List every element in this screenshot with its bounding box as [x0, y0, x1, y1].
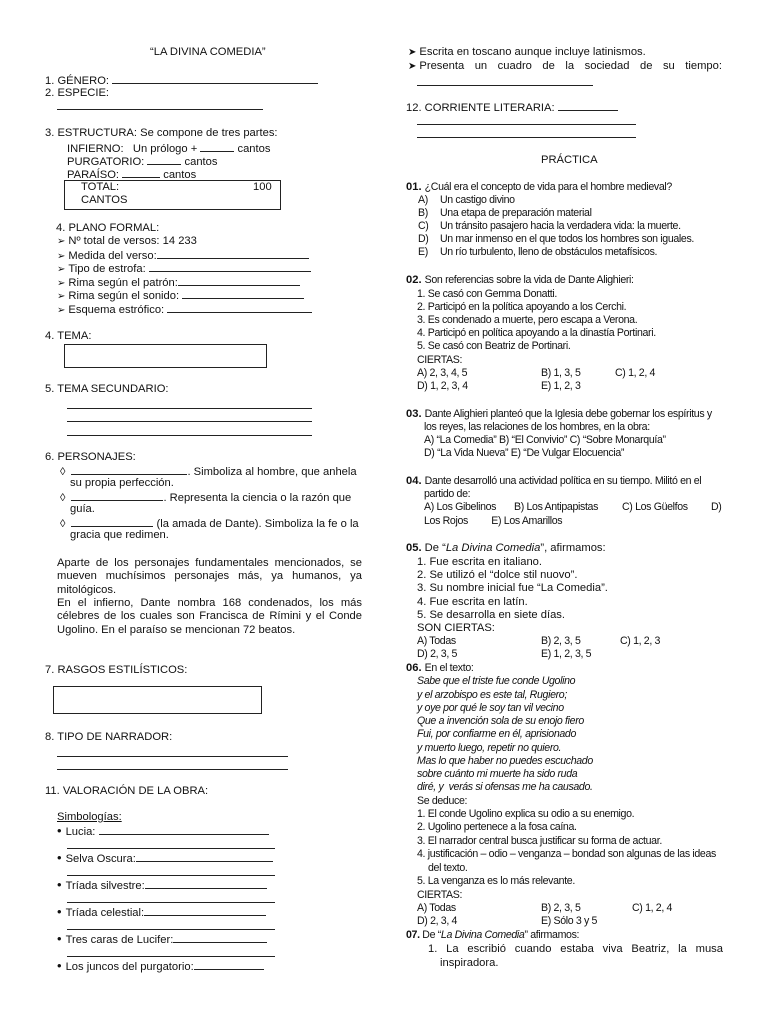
narrador-label: 8. TIPO DE NARRADOR: — [45, 731, 173, 743]
q2-ciertas: CIERTAS: — [417, 354, 463, 366]
infierno-cantos-blank[interactable] — [200, 141, 234, 152]
q1-option-e[interactable]: E) Un río turbulento, lleno de obstáculos metafísicos. — [418, 246, 658, 258]
q6-item-4: 4. justificación – odio – venganza – bondad son algunas de las ideas — [417, 848, 716, 860]
bullet-icon: • — [57, 877, 62, 892]
lucifer-line-2[interactable] — [67, 956, 275, 957]
q2-option-b[interactable]: B) 1, 3, 5 — [541, 367, 581, 379]
q5-question: 05. De “La Divina Comedia”, afirmamos: — [406, 542, 606, 554]
triada-celestial-line-2[interactable] — [67, 929, 275, 930]
personaje-3-line: ◊ (la amada de Dante). Simboliza la fe o la — [60, 518, 359, 530]
q5-option-e[interactable]: E) 1, 2, 3, 5 — [541, 648, 592, 660]
q3-question: 03. Dante Alighieri planteó que la Iglesia debe gobernar los espíritus y — [406, 408, 712, 420]
q6-verse-6: y muerto luego, repetir no quiero. — [417, 742, 562, 754]
symbol-triada-celestial: • Tríada celestial: — [57, 905, 266, 920]
selva-line-2[interactable] — [67, 875, 275, 876]
q4-question: 04. Dante desarrolló una actividad política en su tiempo. Militó en el — [406, 475, 702, 487]
tema-secundario-label: 5. TEMA SECUNDARIO: — [45, 383, 169, 395]
q2-item-5: 5. Se casó con Beatriz de Portinari. — [417, 340, 571, 352]
total-number: 100 — [253, 181, 272, 193]
bullet-icon: • — [57, 958, 62, 973]
arrowhead-bullet-icon: ➤ — [408, 47, 417, 58]
q2-option-d[interactable]: D) 1, 2, 3, 4 — [417, 380, 468, 392]
q1-option-d[interactable]: D) Un mar inmenso en el que todos los hombres son iguales. — [418, 233, 694, 245]
purgatorio-row: PURGATORIO: cantos — [67, 156, 218, 168]
triada-silvestre-blank[interactable] — [145, 878, 267, 889]
juncos-blank[interactable] — [194, 959, 264, 970]
triada-silvestre-line-2[interactable] — [67, 902, 275, 903]
arrow-bullet-icon: ➢ — [57, 236, 66, 247]
symbol-lucia: • Lucia: — [57, 824, 269, 839]
arrowhead-bullet-icon: ➤ — [408, 61, 417, 72]
especie-label: 2. ESPECIE: — [45, 87, 110, 99]
q5-option-d[interactable]: D) 2, 3, 5 — [417, 648, 458, 660]
q6-option-d[interactable]: D) 2, 3, 4 — [417, 915, 458, 927]
bullet-icon: • — [57, 823, 62, 838]
lucifer-blank[interactable] — [173, 932, 267, 943]
q6-se-deduce: Se deduce: — [417, 795, 468, 807]
q3-options-row-2[interactable]: D) “La Vida Nueva” E) “De Vulgar Elocuencia” — [424, 447, 625, 459]
tema-secundario-line-2[interactable] — [67, 421, 312, 422]
arrow-bullet-icon: ➢ — [57, 264, 66, 275]
symbol-triada-silvestre: • Tríada silvestre: — [57, 878, 267, 893]
plano-item-esquema: ➢ Esquema estrófico: — [57, 302, 312, 317]
q6-item-5: 5. La venganza es lo más relevante. — [417, 875, 575, 887]
symbol-tres-caras-lucifer: • Tres caras de Lucifer: — [57, 932, 267, 947]
paraiso-cantos-blank[interactable] — [122, 167, 160, 178]
personaje-2-line: ◊ . Representa la ciencia o la razón que — [60, 492, 352, 504]
tema-secundario-line-1[interactable] — [67, 408, 312, 409]
q2-option-e[interactable]: E) 1, 2, 3 — [541, 380, 581, 392]
symbol-selva-oscura: • Selva Oscura: — [57, 851, 273, 866]
q7-question: 07. De “La Divina Comedia” afirmamos: — [406, 929, 580, 941]
personajes-heading: 6. PERSONAJES: — [45, 451, 136, 463]
q6-verse-7: Mas lo que haber no puedes escuchado — [417, 755, 593, 767]
especie-blank[interactable] — [57, 109, 263, 110]
q4-question-cont: partido de: — [424, 488, 471, 500]
q6-verse-2: y el arzobispo es este tal, Rugiero; — [417, 689, 567, 701]
arrow-bullet-icon: ➢ — [57, 278, 66, 289]
q5-item-2: 2. Se utilizó el “dolce stil nuovo”. — [417, 569, 578, 581]
q6-option-c[interactable]: C) 1, 2, 4 — [632, 902, 673, 914]
rima-patron-blank[interactable] — [178, 275, 300, 286]
q6-item-4-cont: del texto. — [428, 862, 468, 874]
valoracion-label: 11. VALORACIÓN DE LA OBRA: — [45, 785, 209, 797]
q1-option-b[interactable]: B) Una etapa de preparación material — [418, 207, 592, 219]
document-title: “LA DIVINA COMEDIA” — [150, 46, 266, 58]
lucia-line-2[interactable] — [67, 848, 275, 849]
q4-option-b[interactable]: B) Los Antipapistas — [514, 501, 599, 513]
narrador-line-1[interactable] — [57, 756, 288, 757]
esquema-blank[interactable] — [167, 302, 312, 313]
q5-item-4: 4. Fue escrita en latín. — [417, 596, 528, 608]
bullet-icon: • — [57, 931, 62, 946]
plano-item-estrofa: ➢ Tipo de estrofa: — [57, 261, 311, 276]
q6-option-e[interactable]: E) Sólo 3 y 5 — [541, 915, 598, 927]
q4-options-row-2[interactable]: Los Rojos E) Los Amarillos — [424, 515, 563, 527]
practica-heading: PRÁCTICA — [541, 154, 598, 166]
q3-options-row-1[interactable]: A) “La Comedia” B) “El Convivio” C) “Sobre Monarquía” — [424, 434, 666, 446]
q6-verse-5: Fui, por confiarme en él, aprisionado — [417, 728, 576, 740]
infierno-row: INFIERNO: Un prólogo + cantos — [67, 143, 271, 155]
diamond-bullet-icon: ◊ — [60, 492, 66, 504]
total-label: TOTAL: — [81, 181, 120, 193]
arrow-bullet-icon: ➢ — [57, 305, 66, 316]
q5-option-c[interactable]: C) 1, 2, 3 — [620, 635, 661, 647]
genero-blank[interactable] — [112, 73, 318, 84]
sociedad-blank[interactable] — [417, 85, 593, 86]
q6-verse-3: y oye por qué le soy tan vil vecino — [417, 702, 564, 714]
arrow-bullet-icon: ➢ — [57, 251, 66, 262]
q2-item-1: 1. Se casó con Gemma Donatti. — [417, 288, 557, 300]
genero-label: 1. GÉNERO: — [45, 73, 318, 88]
plano-formal-heading: 4. PLANO FORMAL: — [56, 222, 160, 234]
q4-option-d[interactable]: D) — [711, 501, 722, 513]
q7-item-1: 1. La escribió cuando estaba viva Beatriz, la musa — [428, 943, 723, 955]
q5-ciertas: SON CIERTAS: — [417, 622, 495, 634]
corriente-line-2[interactable] — [417, 124, 636, 125]
q2-option-a[interactable]: A) 2, 3, 4, 5 — [417, 367, 468, 379]
q5-option-a[interactable]: A) Todas — [417, 635, 456, 647]
personaje-1-cont: su propia perfección. — [70, 477, 174, 489]
q2-item-2: 2. Participó en la política apoyando a los Cerchi. — [417, 301, 627, 313]
personaje-2-blank[interactable] — [71, 490, 163, 501]
diamond-bullet-icon: ◊ — [60, 466, 66, 478]
personaje-1-blank[interactable] — [71, 464, 187, 475]
arrow-bullet-icon: ➢ — [57, 291, 66, 302]
selva-blank[interactable] — [136, 851, 273, 862]
q6-item-2: 2. Ugolino pertenece a la fosa caína. — [417, 821, 577, 833]
q6-verse-8: sobre cuánto mi muerte ha sido ruda — [417, 768, 578, 780]
q4-option-a[interactable]: A) Los Gibelinos — [424, 501, 497, 513]
plano-item-total-versos: ➢ Nº total de versos: 14 233 — [57, 235, 197, 247]
personajes-paragraph-1: Aparte de los personajes fundamentales mencionados, se mueven muchísimos personajes más, ya humanos, ya mitológicos. — [57, 557, 362, 596]
q5-item-3: 3. Su nombre inicial fue “La Comedia”. — [417, 582, 608, 594]
q1-option-a[interactable]: A) Un castigo divino — [418, 194, 515, 206]
purgatorio-cantos-blank[interactable] — [147, 154, 181, 165]
plano-item-medida: ➢ Medida del verso: — [57, 248, 309, 263]
personaje-3-cont: gracia que redimen. — [70, 529, 169, 541]
q2-question: 02. Son referencias sobre la vida de Dante Alighieri: — [406, 274, 634, 286]
tema-label: 4. TEMA: — [45, 330, 92, 342]
corriente-literaria-label: 12. CORRIENTE LITERARIA: — [406, 100, 618, 115]
estrofa-blank[interactable] — [149, 261, 311, 272]
bullet-icon: • — [57, 904, 62, 919]
q1-question: 01. ¿Cuál era el concepto de vida para el hombre medieval? — [406, 181, 672, 193]
caracteristica-sociedad: ➤ Presenta un cuadro de la sociedad de su tiempo: — [408, 60, 722, 72]
q5-option-b[interactable]: B) 2, 3, 5 — [541, 635, 581, 647]
rima-sonido-blank[interactable] — [182, 288, 304, 299]
q6-option-a[interactable]: A) Todas — [417, 902, 456, 914]
q1-option-c[interactable]: C) Un tránsito pasajero hacia la verdadera vida: la muerte. — [418, 220, 681, 232]
personajes-paragraph-2: En el infierno, Dante nombra 168 condenados, los más célebres de los cuales son Francisca de Rímini y el Conde Ugolino. En el paraíso se mencionan 72 beatos. — [57, 597, 362, 636]
q2-item-3: 3. Es condenado a muerte, pero escapa a Verona. — [417, 314, 638, 326]
symbol-juncos-purgatorio: • Los juncos del purgatorio: — [57, 959, 264, 974]
paraiso-row: PARAÍSO: cantos — [67, 169, 197, 181]
narrador-line-2[interactable] — [57, 769, 288, 770]
q2-option-c[interactable]: C) 1, 2, 4 — [615, 367, 656, 379]
corriente-line-3[interactable] — [417, 137, 636, 138]
q6-verse-9: diré, y verás si ofensas me ha causado. — [417, 781, 593, 793]
q6-item-1: 1. El conde Ugolino explica su odio a su enemigo. — [417, 808, 635, 820]
q6-verse-4: Que a invención sola de su enojo fiero — [417, 715, 584, 727]
q4-option-c[interactable]: C) Los Güelfos — [622, 501, 688, 513]
q7-item-1-cont: inspiradora. — [440, 957, 499, 969]
lucia-blank[interactable] — [99, 824, 269, 835]
rasgos-answer-box[interactable] — [53, 686, 262, 714]
tema-answer-box[interactable] — [64, 344, 267, 368]
plano-item-rima-sonido: ➢ Rima según el sonido: — [57, 288, 304, 303]
bullet-icon: • — [57, 850, 62, 865]
q6-option-b[interactable]: B) 2, 3, 5 — [541, 902, 581, 914]
caracteristica-toscano: ➤ Escrita en toscano aunque incluye latinismos. — [408, 46, 646, 58]
diamond-bullet-icon: ◊ — [60, 518, 66, 530]
corriente-blank[interactable] — [558, 100, 618, 111]
total-cantos-label: CANTOS — [81, 194, 128, 206]
q3-question-cont: los reyes, las relaciones de los hombres, en la obra: — [424, 421, 650, 433]
estructura-heading: 3. ESTRUCTURA: Se compone de tres partes: — [45, 127, 278, 139]
simbologias-heading: Simbologías: — [57, 811, 122, 823]
rasgos-label: 7. RASGOS ESTILÍSTICOS: — [45, 664, 188, 676]
q6-verse-1: Sabe que el triste fue conde Ugolino — [417, 675, 576, 687]
triada-celestial-blank[interactable] — [144, 905, 266, 916]
personaje-2-cont: guía. — [70, 503, 95, 515]
personaje-3-blank[interactable] — [71, 516, 153, 527]
q6-ciertas: CIERTAS: — [417, 889, 463, 901]
q2-item-4: 4. Participó en política apoyando a la dinastía Portinari. — [417, 327, 656, 339]
tema-secundario-line-3[interactable] — [67, 435, 312, 436]
q6-item-3: 3. El narrador central busca justificar su forma de actuar. — [417, 835, 662, 847]
plano-item-rima-patron: ➢ Rima según el patrón: — [57, 275, 300, 290]
q5-item-1: 1. Fue escrita en italiano. — [417, 556, 542, 568]
medida-blank[interactable] — [157, 248, 309, 259]
q5-item-5: 5. Se desarrolla en siete días. — [417, 609, 566, 621]
personaje-1-line: ◊ . Simboliza al hombre, que anhela — [60, 466, 357, 478]
q6-question: 06. En el texto: — [406, 662, 474, 674]
